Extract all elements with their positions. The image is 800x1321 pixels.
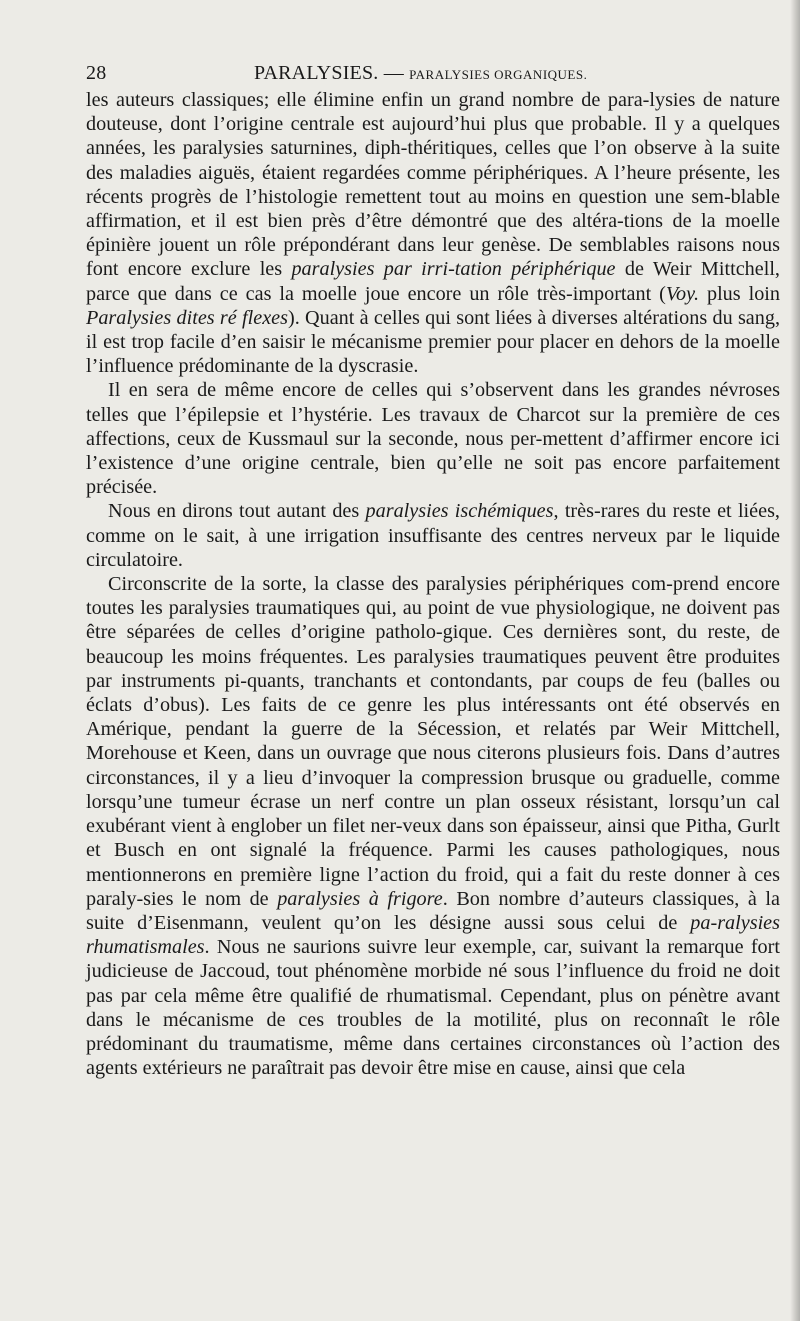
running-head — [86, 58, 780, 88]
text-run: plus loin — [699, 282, 780, 305]
paragraph — [86, 88, 780, 378]
text-run: ). Quant à celles qui sont liées à diverses altérations du sang, il est trop facile d’en saisir le mécanisme premier pour placer en dehors de la moelle l’influence prédominante de la dyscrasie. — [86, 306, 780, 378]
italic-phrase: Voy. — [665, 282, 699, 305]
text-run: . Nous ne saurions suivre leur exemple, car, suivant la remarque fort judicieuse de Jaccoud, tout phénomène morbide né sous l’influence du froid ne doit pas par cela même être qualifié de rhumatismal. Cependant, plus on pénètre avant dans le mécanisme de ces troubles de la motilité, plus on reconnaît le rôle prédominant du traumatisme, même dans certaines circonstances où l’action des agents extérieurs ne paraîtrait pas devoir être mise en cause, ainsi que cela — [86, 936, 780, 1080]
page-edge-shadow — [790, 0, 800, 1321]
text-run: , très-rares du reste et liées, comme on le sait, à une irrigation insuffisante des centres nerveux par le liquide circulatoire. — [86, 500, 780, 571]
text-run: les auteurs classiques; elle élimine enfin un grand nombre de para-lysies de nature douteuse, dont l’origine centrale est aujourd’hui plus que probable. Il y a quelques années, les paralysies saturnines, diph-théritiques, celles que l’on observe à la suite des maladies aiguës, étaient regardées comme périphériques. A l’heure présente, les récents progrès de l’histologie remettent tout au moins en question une sem-blable affirmation, et il est bien près d’être démontré que des altéra-tions de la moelle épinière jouent un rôle prépondérant dans leur genèse. De semblables raisons nous font encore exclure les — [86, 89, 780, 281]
text-run: . Bon nombre d’auteurs classiques, à la suite d’Eisenmann, veulent qu’on les désigne aussi sous celui de — [86, 887, 780, 934]
text-run: Nous en dirons tout autant des — [108, 500, 366, 523]
section-subtitle: PARALYSIES ORGANIQUES. — [409, 67, 588, 82]
italic-phrase: paralysies à frigore — [277, 887, 443, 910]
text-run: Circonscrite de la sorte, la classe des paralysies périphériques com-prend encore toutes les paralysies traumatiques qui, au point de vue physiologique, ne doivent pas être séparées de celles d’origine patholo-gique. Ces dernières sont, du reste, de beaucoup les moins fréquentes. Les paralysies traumatiques peuvent être produites par instruments pi-quants, tranchants et contondants, par coups de feu (balles ou éclats d’obus). Les faits de ce genre les plus intéressants ont été observés en Amérique, pendant la guerre de la Sécession, et relatés par Weir Mittchell, Morehouse et Keen, dans un ouvrage que nous citerons plusieurs fois. Dans d’autres circonstances, il y a lieu d’invoquer la compression brusque ou graduelle, comme lorsqu’une tumeur écrase un nerf contre un plan osseux résistant, lorsqu’un cal exubérant vient à englober un filet ner-veux dans son épaisseur, ainsi que Pitha, Gurlt et Busch en ont signalé la fréquence. Parmi les causes pathologiques, nous mentionnerons en première ligne l’action du froid, qui a fait du reste donner à ces paraly-sies le nom de — [86, 573, 780, 910]
paragraph — [86, 378, 780, 499]
italic-phrase: pa-ralysies rhumatismales — [86, 911, 780, 959]
chapter-title: PARALYSIES. — [254, 62, 379, 84]
title-separator: — — [383, 62, 404, 84]
italic-phrase: Paralysies dites ré flexes — [86, 306, 288, 329]
page-number: 28 — [86, 62, 107, 84]
paragraph — [86, 572, 780, 1080]
text-run: de Weir Mittchell, parce que dans ce cas la moelle joue encore un rôle très-important ( — [86, 258, 780, 305]
italic-phrase: paralysies par irri-tation périphérique — [291, 258, 616, 281]
paragraph — [86, 499, 780, 572]
text-run: Il en sera de même encore de celles qui s’observent dans les grandes névroses telles que l’épilepsie et l’hystérie. Les travaux de Charcot sur la première de ces affections, ceux de Kussmaul sur la seconde, nous per-mettent d’affirmer encore ici l’existence d’une origine centrale, bien qu’elle ne soit pas encore parfaitement précisée. — [86, 379, 780, 499]
running-title — [254, 62, 587, 85]
italic-phrase: paralysies ischémiques — [365, 500, 554, 523]
body-text — [86, 88, 780, 1080]
